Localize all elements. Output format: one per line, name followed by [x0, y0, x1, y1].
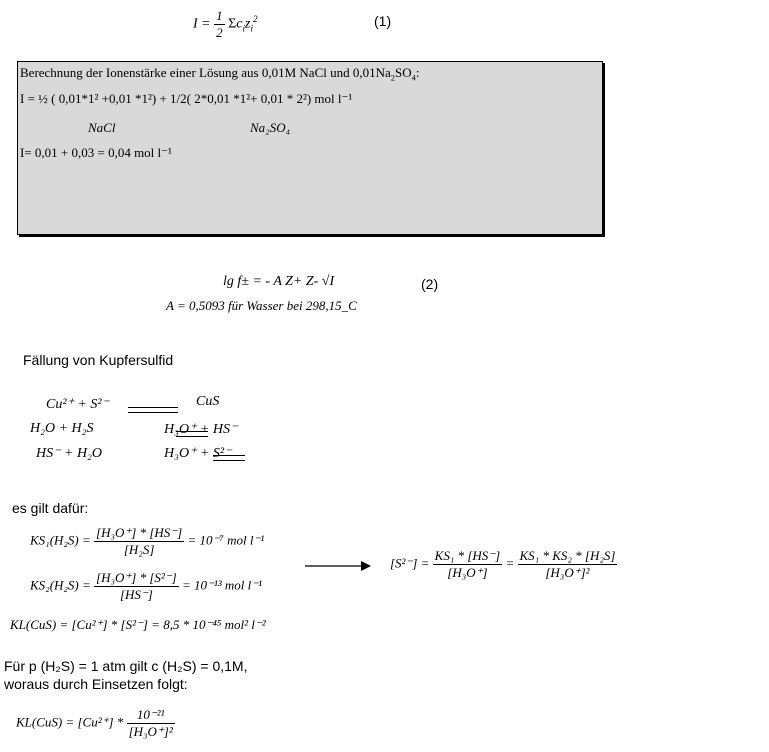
- result-f2-num: KS₁ * KS₂ * [H₂S]: [519, 548, 616, 563]
- ks1-den: [H₂S]: [123, 542, 155, 557]
- ks2-rhs: = 10⁻¹³ mol l⁻¹: [181, 577, 263, 593]
- ks2-lhs: KS₂(H₂S): [30, 577, 79, 593]
- final-fraction: [127, 707, 175, 740]
- box-line-1-end: SO: [395, 65, 412, 80]
- equation-activity: lg f± = - A Z+ Z- √I: [223, 274, 335, 289]
- label-nacl: NaCl: [88, 120, 116, 135]
- result-f1-den: [H₃O⁺]: [447, 565, 488, 580]
- eq1-z-index: i: [250, 23, 254, 34]
- final-lhs: KL(CuS) = [Cu²⁺] *: [16, 714, 124, 730]
- eq1-square: 2: [253, 14, 258, 25]
- ks1-rhs: = 10⁻⁷ mol l⁻¹: [187, 532, 265, 548]
- eq1-half-num: 1: [216, 8, 223, 23]
- result-f1-num: KS₁ * [HS⁻]: [434, 548, 501, 563]
- label-na2so4: Na₂SO₄: [250, 120, 291, 135]
- box-line-3: I= 0,01 + 0,03 = 0,04 mol l⁻¹: [20, 145, 172, 160]
- result-lhs: [S²⁻] =: [390, 555, 430, 571]
- ks2-num: [H₃O⁺] * [S²⁻]: [96, 570, 177, 585]
- eq1-half-fraction: [214, 8, 225, 41]
- box-line-1-colon: :: [415, 65, 420, 80]
- result-equals: =: [505, 555, 515, 571]
- box-line-1-sub: 2: [390, 72, 395, 83]
- reaction-3-right: H₃O⁺ + S²⁻: [164, 446, 232, 461]
- box-line-2: I = ½ ( 0,01*1² +0,01 *1²) + 1/2( 2*0,01 *1²+ 0,01 * 2²) mol l⁻¹: [20, 91, 353, 106]
- final-equation: [16, 707, 175, 740]
- result-fraction-2: [518, 548, 618, 581]
- paragraph-line-1: Für p (H₂S) = 1 atm gilt c (H₂S) = 0,1M,: [4, 658, 248, 674]
- eq1-lhs: I: [193, 16, 198, 32]
- ks1-equation: KS₁(H₂S) = $\frac{\text{[H₃O⁺] * [HS⁻]}}{\text{[H₂S]}}$ = 10⁻⁷ mol l⁻¹: [30, 525, 265, 557]
- section-heading: Fällung von Kupfersulfid: [23, 352, 174, 368]
- equilibrium-arrow-icon: [128, 405, 178, 415]
- eq1-number: (1): [374, 13, 392, 29]
- ks2-den: [HS⁻]: [119, 587, 153, 602]
- eq2-number: (2): [421, 276, 439, 292]
- calculation-box: [17, 61, 603, 235]
- eq1-half-den: 2: [216, 25, 223, 40]
- reaction-2-left: H₂O + H₂S: [30, 421, 94, 436]
- result-equation: [390, 548, 617, 581]
- eq1-c-index: i: [242, 23, 246, 34]
- final-num: 10⁻²¹: [127, 707, 175, 724]
- eq1-c: c: [236, 16, 243, 32]
- equation-ionic-strength: I = $\frac{1}{2}$ $\Sigma c_iz_i^2$: [193, 8, 258, 40]
- result-fraction-1: [433, 548, 503, 581]
- right-arrow-icon: [305, 560, 371, 572]
- kl-equation: KL(CuS) = [Cu²⁺] * [S²⁻] = 8,5 * 10⁻⁴⁵ mol² l⁻²: [10, 617, 266, 632]
- sum-symbol: Σ: [228, 16, 237, 32]
- final-den: [H₃O⁺]²: [128, 724, 173, 739]
- es-gilt-text: es gilt dafür:: [12, 500, 89, 516]
- box-line-1: [20, 65, 419, 81]
- eq1-z: z: [245, 16, 251, 32]
- ks1-lhs: KS₁(H₂S): [30, 532, 79, 548]
- ks2-fraction: [94, 570, 179, 603]
- box-line-1-text: Berechnung der Ionenstärke einer Lösung aus 0,01M NaCl und 0,01Na: [20, 65, 391, 80]
- reaction-2-right: H₃O⁺ + HS⁻: [164, 422, 238, 437]
- reaction-1-right: CuS: [196, 394, 220, 409]
- ks2-equation: KS₂(H₂S) = $\frac{\text{[H₃O⁺] * [S²⁻]}}{[HS^-]}$ = 10⁻¹³ mol l⁻¹: [30, 570, 263, 602]
- reaction-1-left: Cu²⁺ + S²⁻: [46, 397, 109, 412]
- ks1-num: [H₃O⁺] * [HS⁻]: [96, 525, 183, 540]
- box-line-1-sub2: 4: [411, 72, 416, 83]
- paragraph-line-2: woraus durch Einsetzen folgt:: [4, 676, 188, 692]
- result-f2-den: [H₃O⁺]²: [545, 565, 590, 580]
- reaction-3-left: HS⁻ + H₂O: [36, 446, 103, 461]
- a-constant-line: A = 0,5093 für Wasser bei 298,15_C: [166, 298, 357, 313]
- ks1-fraction: [94, 525, 184, 558]
